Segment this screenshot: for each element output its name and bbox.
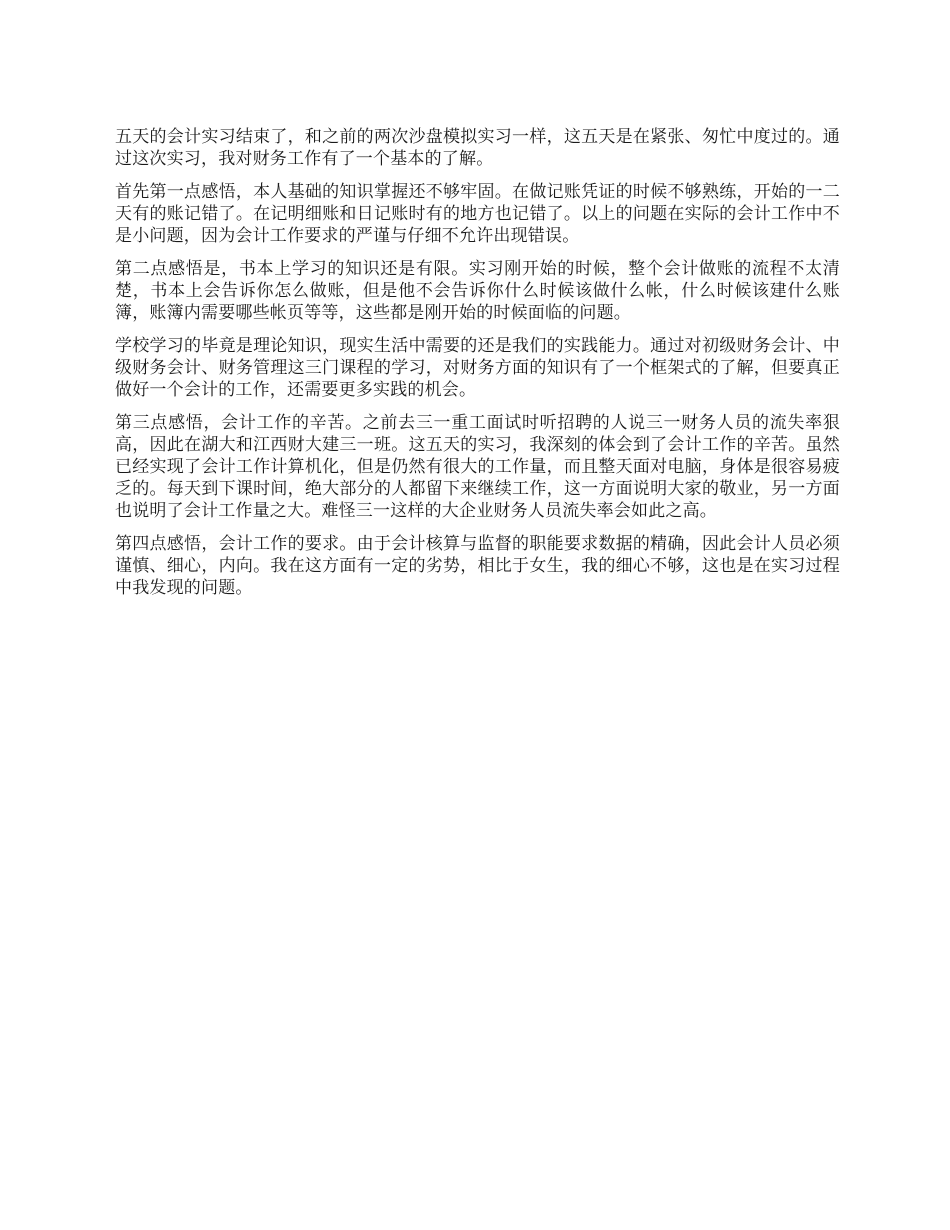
paragraph-intro: 五天的会计实习结束了，和之前的两次沙盘模拟实习一样，这五天是在紧张、匆忙中度过的。通过这次实习，我对财务工作有了一个基本的了解。 xyxy=(115,127,840,169)
document-body xyxy=(115,126,840,610)
paragraph-theory-practice: 学校学习的毕竟是理论知识，现实生活中需要的还是我们的实践能力。通过对初级财务会计、中级财务会计、财务管理这三门课程的学习，对财务方面的知识有了一个框架式的了解，但要真正做好一个会计的工作，还需要更多实践的机会。 xyxy=(115,336,840,400)
paragraph-insight-4: 第四点感悟，会计工作的要求。由于会计核算与监督的职能要求数据的精确，因此会计人员必须谨慎、细心，内向。我在这方面有一定的劣势，相比于女生，我的细心不够，这也是在实习过程中我发现的问题。 xyxy=(115,534,840,598)
paragraph-insight-3: 第三点感悟，会计工作的辛苦。之前去三一重工面试时听招聘的人说三一财务人员的流失率狠高，因此在湖大和江西财大建三一班。这五天的实习，我深刻的体会到了会计工作的辛苦。虽然已经实现了会计工作计算机化，但是仍然有很大的工作量，而且整天面对电脑，身体是很容易疲乏的。每天到下课时间，绝大部分的人都留下来继续工作，这一方面说明大家的敬业，另一方面也说明了会计工作量之大。难怪三一这样的大企业财务人员流失率会如此之高。 xyxy=(115,413,840,521)
paragraph-insight-1: 首先第一点感悟，本人基础的知识掌握还不够牢固。在做记账凭证的时候不够熟练，开始的一二天有的账记错了。在记明细账和日记账时有的地方也记错了。以上的问题在实际的会计工作中不是小问题，因为会计工作要求的严谨与仔细不允许出现错误。 xyxy=(115,182,840,246)
paragraph-insight-2: 第二点感悟是，书本上学习的知识还是有限。实习刚开始的时候，整个会计做账的流程不太清楚，书本上会告诉你怎么做账，但是他不会告诉你什么时候该做什么帐，什么时候该建什么账簿，账簿内需要哪些帐页等等，这些都是刚开始的时候面临的问题。 xyxy=(115,259,840,323)
